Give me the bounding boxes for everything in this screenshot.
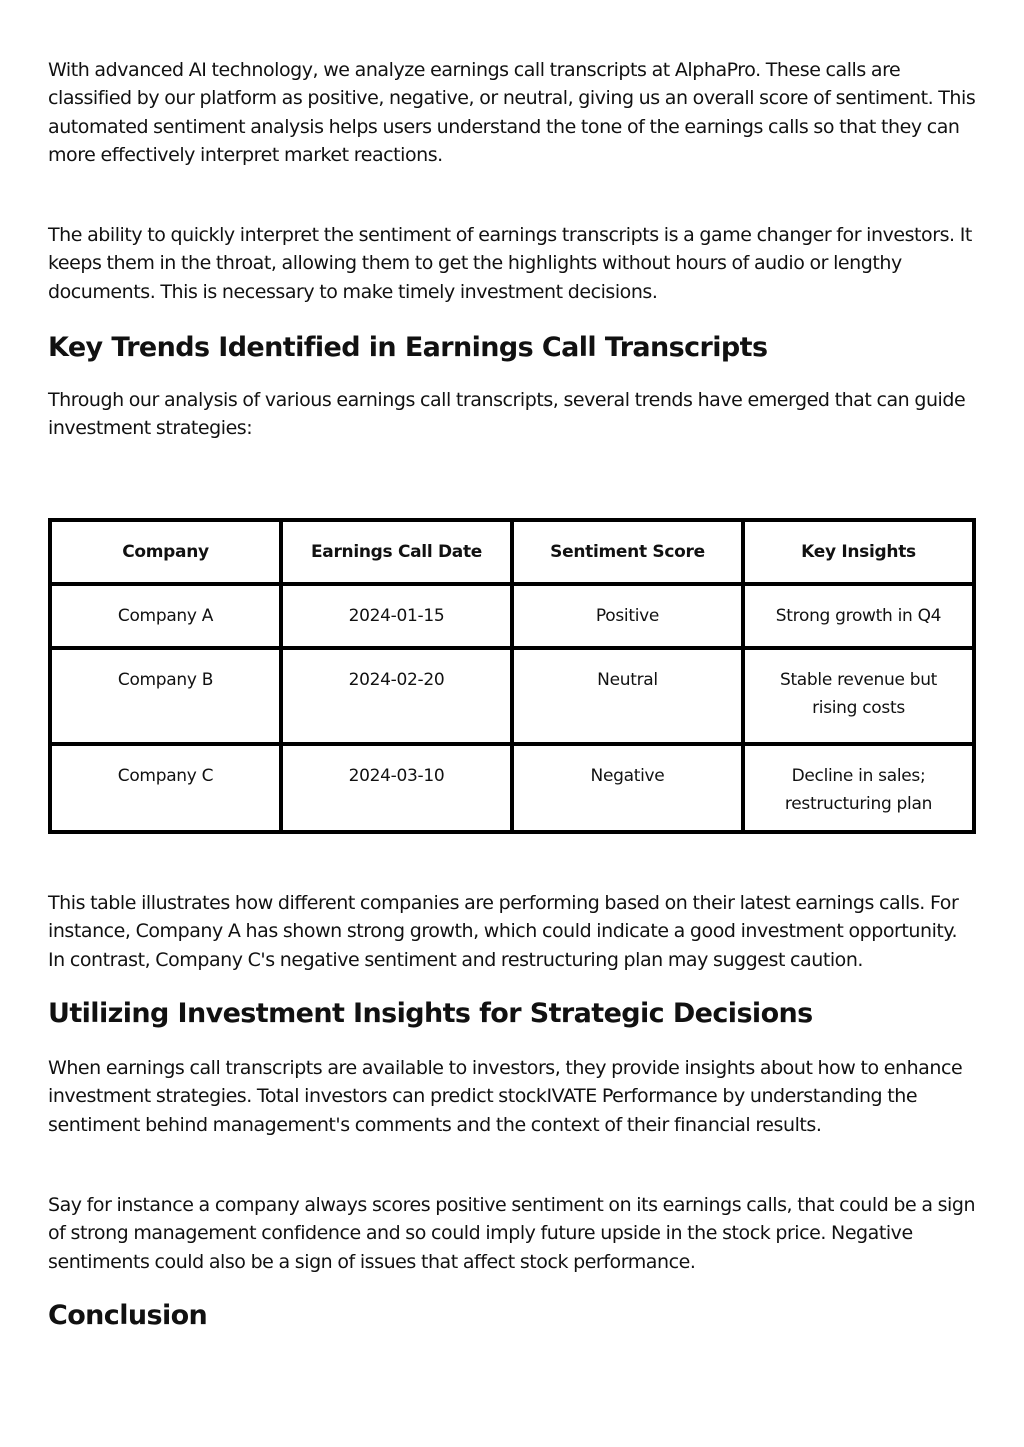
table-cell-company: Company C [50, 744, 281, 832]
insights-paragraph: When earnings call transcripts are available to investors, they provide insights about how to enhance investment strategies. Total investors can predict stockIVATE Performance by understanding the sentiment behind management's comments and the context of their financial results. [48, 1057, 963, 1136]
trends-intro-paragraph: Through our analysis of various earnings call transcripts, several trends have emerged that can guide investment strategies: [48, 389, 966, 440]
key-trends-heading: Key Trends Identified in Earnings Call Transcripts [48, 332, 768, 363]
conclusion-heading: Conclusion [48, 1300, 208, 1331]
table-cell-sentiment: Positive [512, 584, 743, 648]
example-paragraph: Say for instance a company always scores positive sentiment on its earnings calls, that could be a sign of strong management confidence and so could imply future upside in the stock price. Negative sentiments could also be a sign of issues that affect stock performance. [48, 1194, 976, 1273]
column-header-date: Earnings Call Date [281, 520, 512, 584]
table-cell-date: 2024-02-20 [281, 648, 512, 744]
table-row [50, 648, 974, 744]
table-cell-insights: Strong growth in Q4 [743, 584, 974, 648]
table-cell-company: Company A [50, 584, 281, 648]
table-cell-date: 2024-01-15 [281, 584, 512, 648]
table-cell-insights: Decline in sales; restructuring plan [743, 744, 974, 832]
table-explanation-paragraph: This table illustrates how different companies are performing based on their latest earnings calls. For instance, Company A has shown strong growth, which could indicate a good investment opportunity. In contrast, Company C's negative sentiment and restructuring plan may suggest caution. [48, 892, 959, 971]
table-cell-insights: Stable revenue but rising costs [743, 648, 974, 744]
table-cell-company: Company B [50, 648, 281, 744]
intro-paragraph: With advanced AI technology, we analyze earnings call transcripts at AlphaPro. These calls are classified by our platform as positive, negative, or neutral, giving us an overall score of sentiment. This automated sentiment analysis helps users understand the tone of the earnings calls so that they can more effectively interpret market reactions. [48, 59, 976, 167]
table-row [50, 584, 974, 648]
table-cell-sentiment: Neutral [512, 648, 743, 744]
column-header-company: Company [50, 520, 281, 584]
earnings-sentiment-table [48, 518, 976, 834]
table-cell-sentiment: Negative [512, 744, 743, 832]
strategic-decisions-heading: Utilizing Investment Insights for Strategic Decisions [48, 998, 813, 1029]
column-header-sentiment: Sentiment Score [512, 520, 743, 584]
table-row [50, 744, 974, 832]
table-header-row [50, 520, 974, 584]
column-header-insights: Key Insights [743, 520, 974, 584]
benefit-paragraph: The ability to quickly interpret the sentiment of earnings transcripts is a game changer for investors. It keeps them in the throat, allowing them to get the highlights without hours of audio or lengthy documents. This is necessary to make timely investment decisions. [48, 224, 972, 303]
table-cell-date: 2024-03-10 [281, 744, 512, 832]
